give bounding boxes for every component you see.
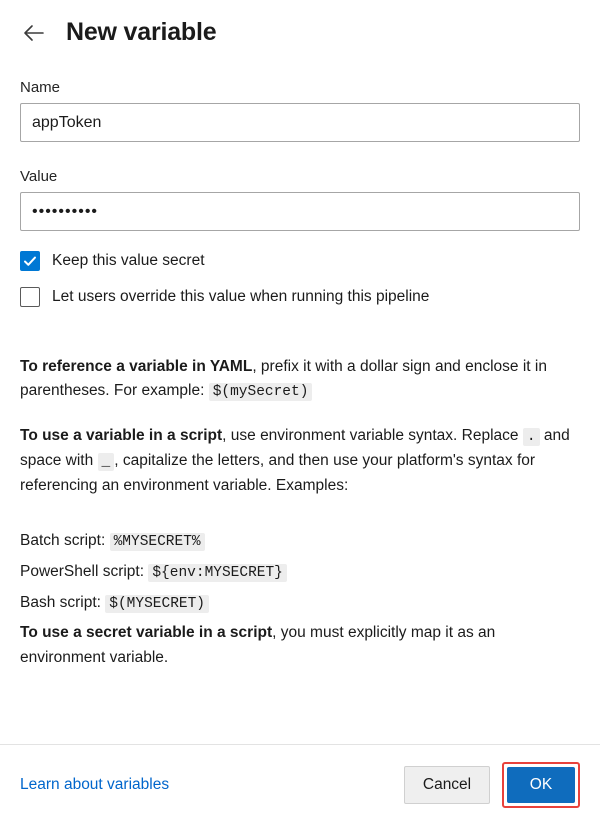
help-example-batch-code: %MYSECRET% — [110, 533, 205, 551]
help-example-bash — [20, 591, 580, 616]
help-examples — [20, 529, 580, 616]
ok-button[interactable]: OK — [507, 767, 575, 803]
help-script-text-2: and space with — [20, 427, 570, 470]
name-label: Name — [20, 79, 61, 96]
help-example-batch — [20, 529, 580, 554]
help-example-powershell-label: PowerShell script: — [20, 562, 149, 580]
arrow-left-icon[interactable] — [20, 19, 48, 47]
dialog-header — [0, 0, 600, 53]
checkbox-allow-override[interactable] — [20, 287, 580, 307]
help-script-code-dot: . — [523, 428, 540, 446]
help-script-bold: To use a variable in a script — [20, 427, 223, 445]
help-yaml-code: $(mySecret) — [209, 383, 313, 401]
help-example-powershell-code: ${env:MYSECRET} — [148, 564, 287, 582]
checkbox-unchecked-icon[interactable] — [20, 287, 40, 307]
value-label: Value — [20, 168, 58, 185]
cancel-button[interactable]: Cancel — [404, 766, 490, 804]
ok-button-highlight — [502, 762, 580, 808]
checkbox-allow-override-label: Let users override this value when running this pipeline — [52, 288, 430, 305]
help-script-text-3: , capitalize the letters, and then use your platform's syntax for referencing an environment variable. Examples: — [20, 452, 536, 495]
dialog-footer — [0, 744, 600, 824]
dialog-body — [0, 53, 600, 744]
help-secret-bold: To use a secret variable in a script — [20, 624, 273, 642]
help-script-paragraph — [20, 424, 580, 498]
help-yaml-bold: To reference a variable in YAML — [20, 358, 253, 375]
help-secret-text: , you must explicitly map it as an environment variable. — [20, 624, 496, 666]
name-input[interactable] — [20, 103, 580, 142]
help-script-text-1: , use environment variable syntax. Replace — [222, 427, 523, 445]
help-example-bash-code: $(MYSECRET) — [105, 595, 209, 613]
help-script-code-underscore: _ — [98, 453, 115, 471]
page-title: New variable — [66, 18, 217, 46]
checkbox-checked-icon[interactable] — [20, 251, 40, 271]
value-input[interactable] — [20, 192, 580, 231]
help-yaml-paragraph — [20, 355, 580, 404]
help-example-powershell — [20, 560, 580, 585]
checkbox-keep-secret-label: Keep this value secret — [52, 252, 205, 269]
help-example-batch-label: Batch script: — [20, 531, 110, 549]
help-secret-paragraph — [20, 621, 580, 670]
checkbox-keep-secret[interactable] — [20, 251, 580, 271]
help-example-bash-label: Bash script: — [20, 593, 106, 611]
help-text — [20, 355, 580, 670]
learn-about-variables-link[interactable]: Learn about variables — [20, 775, 170, 793]
help-yaml-text: , prefix it with a dollar sign and enclose it in parentheses. For example: — [20, 358, 547, 400]
footer-buttons — [404, 762, 580, 808]
